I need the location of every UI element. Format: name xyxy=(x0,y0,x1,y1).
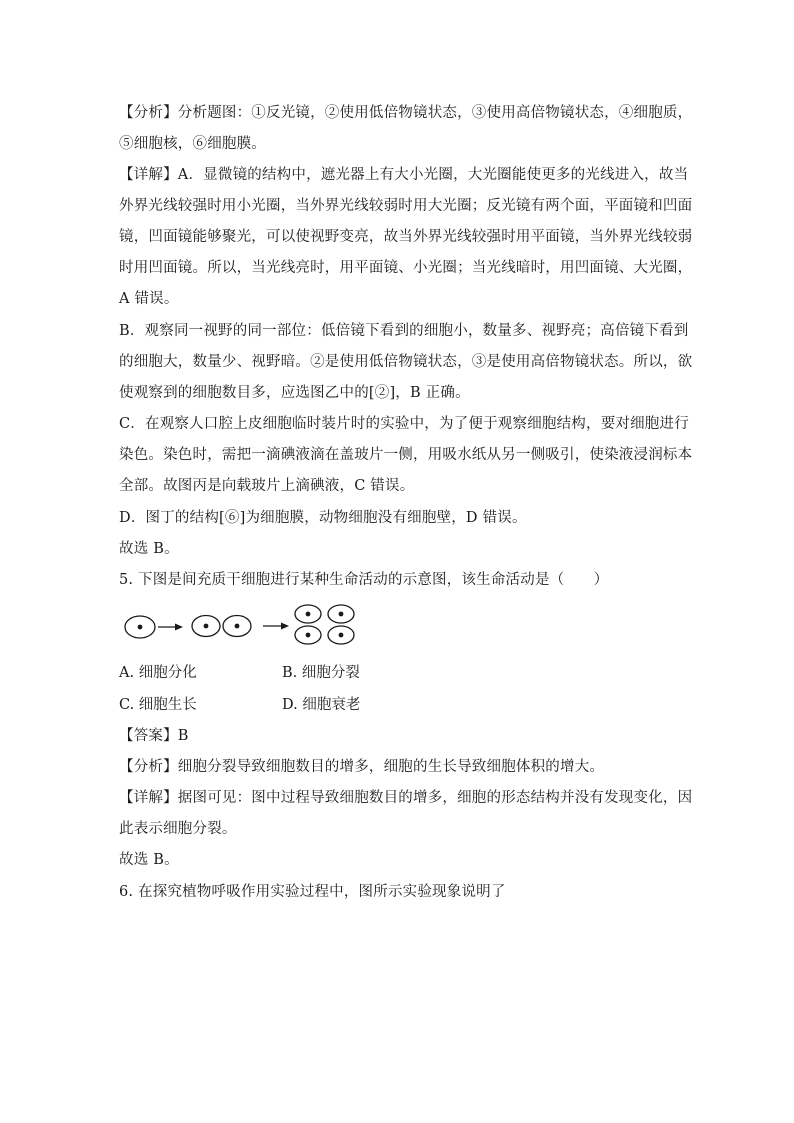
detail-line-7: 的细胞大，数量少、视野暗。②是使用低倍物镜状态，③是使用高倍物镜状态。所以，欲 xyxy=(119,354,693,370)
nucleus xyxy=(138,625,143,630)
question-5-conclusion: 故选 B。 xyxy=(119,852,179,868)
detail-line-4: 时用凹面镜。所以，当光线亮时，用平面镜、小光圈；当光线暗时，用凹面镜、大光圈， xyxy=(119,260,693,276)
detail-line-3: 镜，凹面镜能够聚光，可以使视野变亮，故当外界光线较强时用平面镜，当外界光线较弱 xyxy=(119,229,693,245)
detail-line-2: 外界光线较强时用小光圈，当外界光线较弱时用大光圈；反光镜有两个面，平面镜和凹面 xyxy=(119,198,693,214)
detail-line-10: 染色。染色时，需把一滴碘液滴在盖玻片一侧，用吸水纸从另一侧吸引，使染液浸润标本 xyxy=(119,447,693,463)
nucleus xyxy=(306,633,311,638)
question-5-analysis: 【分析】细胞分裂导致细胞数目的增多，细胞的生长导致细胞体积的增大。 xyxy=(119,759,605,775)
arrow-1 xyxy=(158,624,183,631)
arrow-2 xyxy=(263,623,289,630)
question-6-stem: 6. 在探究植物呼吸作用实验过程中，图所示实验现象说明了 xyxy=(119,884,506,900)
option-b: B. 细胞分裂 xyxy=(282,665,360,681)
nucleus xyxy=(235,624,240,629)
nucleus xyxy=(306,612,311,617)
detail-line-11: 全部。故图丙是向载玻片上滴碘液，C 错误。 xyxy=(119,478,415,494)
option-a: A. 细胞分化 xyxy=(119,665,197,681)
question-5-detail-line-2: 此表示细胞分裂。 xyxy=(119,821,237,837)
option-d: D. 细胞衰老 xyxy=(282,697,361,713)
analysis-line-2: ⑤细胞核，⑥细胞膜。 xyxy=(119,136,266,152)
nucleus xyxy=(204,624,209,629)
nucleus xyxy=(339,633,344,638)
detail-line-12: D．图丁的结构[⑥]为细胞膜，动物细胞没有细胞壁，D 错误。 xyxy=(119,510,527,526)
cell-division-diagram xyxy=(120,602,360,646)
nucleus xyxy=(339,612,344,617)
detail-line-8: 使观察到的细胞数目多，应选图乙中的[②]，B 正确。 xyxy=(119,385,470,401)
detail-line-1: 【详解】A．显微镜的结构中，遮光器上有大小光圈，大光圈能使更多的光线进入，故当 xyxy=(119,167,689,183)
analysis-line-1: 【分析】分析题图：①反光镜，②使用低倍物镜状态，③使用高倍物镜状态，④细胞质， xyxy=(119,105,693,121)
question-5-detail-line-1: 【详解】据图可见：图中过程导致细胞数目的增多，细胞的形态结构并没有发现变化，因 xyxy=(119,790,693,806)
detail-line-9: C．在观察人口腔上皮细胞临时装片时的实验中，为了便于观察细胞结构，要对细胞进行 xyxy=(119,416,689,432)
question-5-stem: 5. 下图是间充质干细胞进行某种生命活动的示意图，该生命活动是（ ） xyxy=(119,572,609,588)
detail-conclusion: 故选 B。 xyxy=(119,541,179,557)
detail-line-6: B．观察同一视野的同一部位：低倍镜下看到的细胞小，数量多、视野亮；高倍镜下看到 xyxy=(119,323,689,339)
detail-line-5: A 错误。 xyxy=(119,291,179,307)
question-5-answer: 【答案】B xyxy=(119,728,189,744)
option-c: C. 细胞生长 xyxy=(119,697,197,713)
